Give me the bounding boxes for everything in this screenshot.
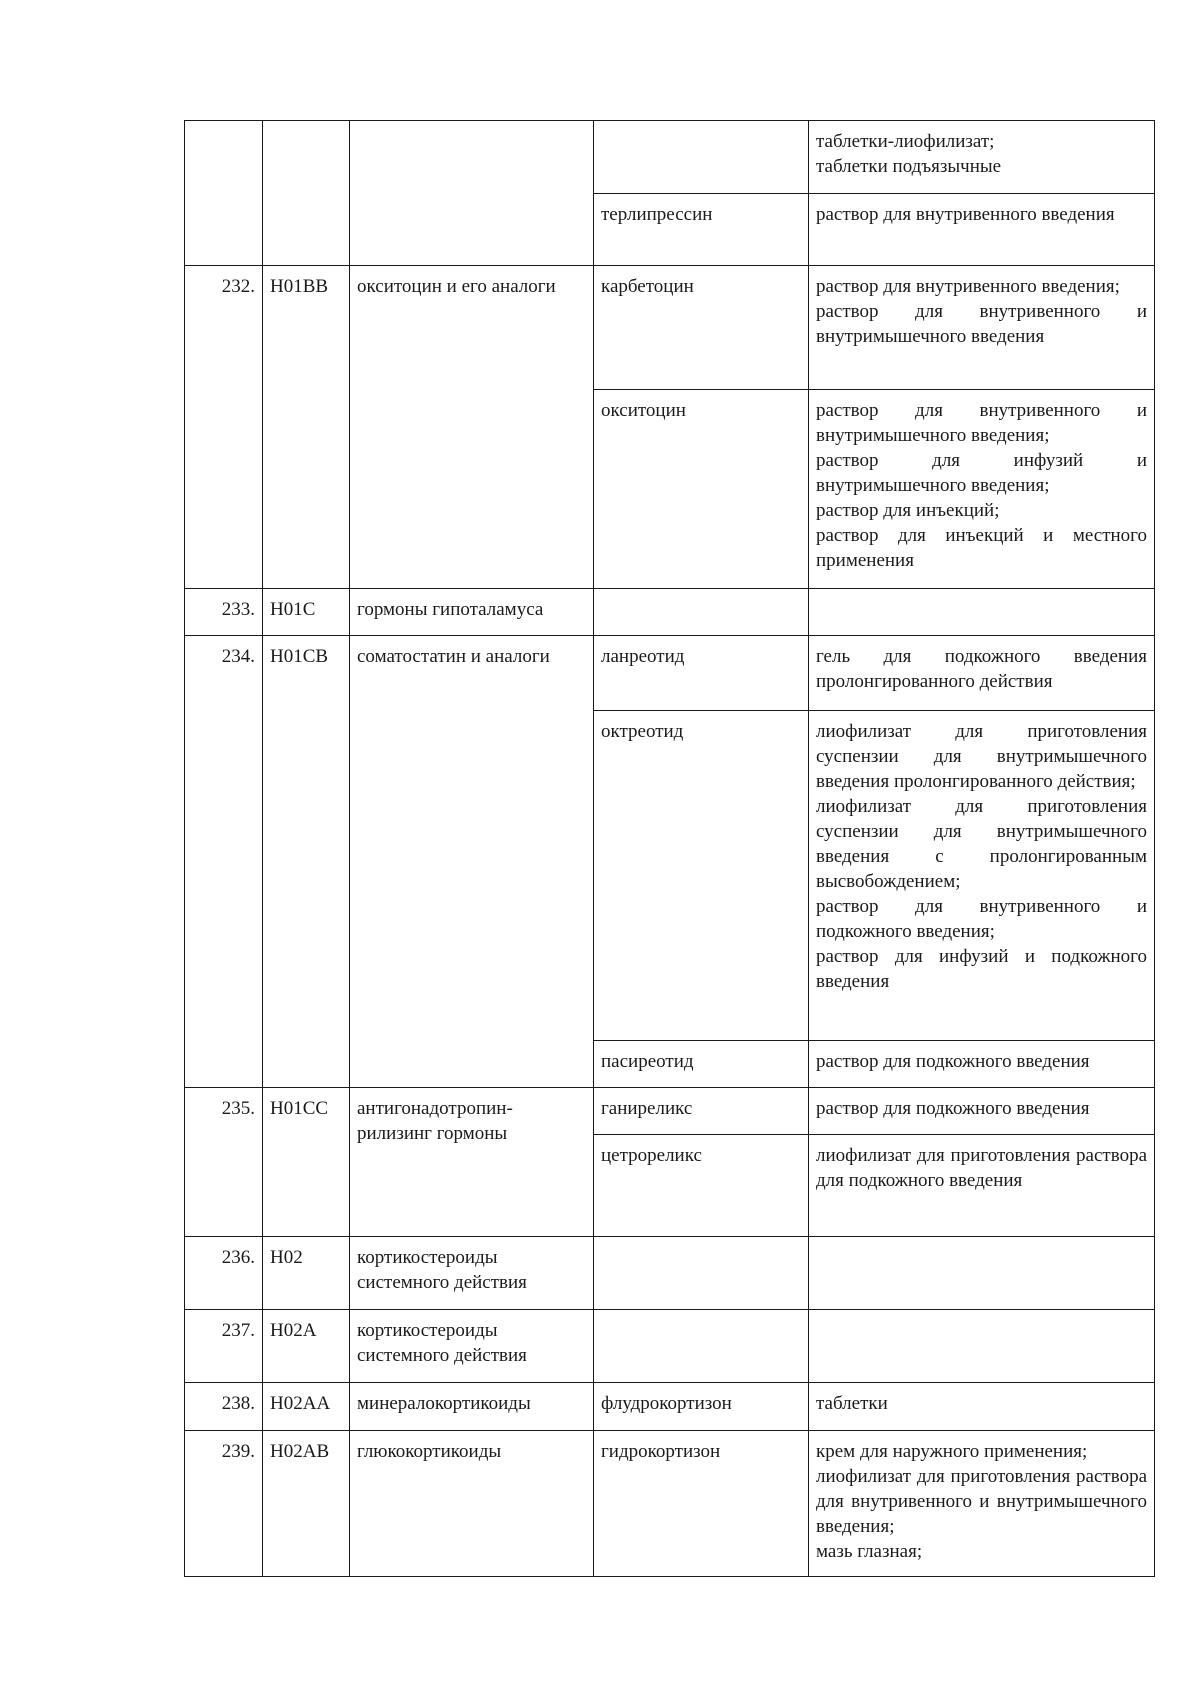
dosage-forms-cell bbox=[809, 1135, 1155, 1237]
atc-code-cell: H02 bbox=[263, 1237, 350, 1310]
dosage-form-line: раствор для подкожного введения bbox=[816, 1051, 1090, 1072]
dosage-forms-cell bbox=[809, 1088, 1155, 1135]
row-number-cell: 232. bbox=[185, 266, 263, 589]
dosage-form-line: раствор для внутривенного и внутримышечного введения; bbox=[816, 400, 1147, 446]
drug-name-cell: флудрокортизон bbox=[594, 1383, 809, 1431]
anatomical-group-cell bbox=[350, 121, 594, 266]
anatomical-group-cell: окситоцин и его аналоги bbox=[350, 266, 594, 589]
atc-code-cell: H01C bbox=[263, 589, 350, 636]
atc-code-cell bbox=[263, 121, 350, 266]
table-row bbox=[185, 121, 1155, 194]
dosage-forms-cell bbox=[809, 1041, 1155, 1088]
dosage-forms-cell bbox=[809, 390, 1155, 589]
drug-name-cell bbox=[594, 121, 809, 194]
dosage-form-line: раствор для подкожного введения bbox=[816, 1098, 1090, 1119]
drug-name-cell: ганиреликс bbox=[594, 1088, 809, 1135]
row-number-cell: 235. bbox=[185, 1088, 263, 1237]
dosage-form-line: таблетки подъязычные bbox=[816, 156, 1002, 177]
dosage-forms-cell bbox=[809, 266, 1155, 390]
atc-code-cell: H02AA bbox=[263, 1383, 350, 1431]
dosage-form-line: раствор для внутривенного и подкожного введения; bbox=[816, 896, 1147, 942]
drug-name-cell: октреотид bbox=[594, 711, 809, 1041]
row-number-cell: 239. bbox=[185, 1431, 263, 1577]
row-number-cell: 237. bbox=[185, 1310, 263, 1383]
dosage-form-line: раствор для инъекций и местного применения bbox=[816, 525, 1147, 571]
drug-name-cell: цетрореликс bbox=[594, 1135, 809, 1237]
dosage-form-line: раствор для инъекций; bbox=[816, 500, 1000, 521]
dosage-form-line: раствор для инфузий и подкожного введения bbox=[816, 946, 1147, 992]
dosage-forms-cell bbox=[809, 1383, 1155, 1431]
dosage-forms-cell bbox=[809, 711, 1155, 1041]
dosage-form-line: раствор для внутривенного введения; bbox=[816, 276, 1120, 297]
dosage-forms-cell bbox=[809, 1431, 1155, 1577]
dosage-form-line: лиофилизат для приготовления раствора для подкожного введения bbox=[816, 1145, 1147, 1191]
drug-name-cell: терлипрессин bbox=[594, 194, 809, 266]
table-row bbox=[185, 1310, 1155, 1383]
table-row bbox=[185, 636, 1155, 711]
dosage-form-line: таблетки-лиофилизат; bbox=[816, 131, 995, 152]
row-number-cell: 233. bbox=[185, 589, 263, 636]
anatomical-group-cell: кортикостероиды системного действия bbox=[350, 1310, 594, 1383]
dosage-forms-cell bbox=[809, 194, 1155, 266]
atc-code-cell: H01BB bbox=[263, 266, 350, 589]
drug-name-cell bbox=[594, 1310, 809, 1383]
anatomical-group-cell: кортикостероиды системного действия bbox=[350, 1237, 594, 1310]
medicines-table bbox=[184, 120, 1155, 1577]
dosage-forms-cell bbox=[809, 1310, 1155, 1383]
dosage-forms-cell bbox=[809, 1237, 1155, 1310]
dosage-form-line: раствор для внутривенного введения bbox=[816, 204, 1115, 225]
table-row bbox=[185, 1431, 1155, 1577]
row-number-cell: 238. bbox=[185, 1383, 263, 1431]
dosage-form-line: таблетки bbox=[816, 1393, 888, 1414]
drug-name-cell: пасиреотид bbox=[594, 1041, 809, 1088]
table-row bbox=[185, 1088, 1155, 1135]
dosage-form-line: раствор для внутривенного и внутримышечного введения bbox=[816, 301, 1147, 347]
dosage-form-line: крем для наружного применения; bbox=[816, 1441, 1088, 1462]
table-row bbox=[185, 1383, 1155, 1431]
table-row bbox=[185, 1237, 1155, 1310]
drug-name-cell: гидрокортизон bbox=[594, 1431, 809, 1577]
row-number-cell: 234. bbox=[185, 636, 263, 1088]
atc-code-cell: H02AB bbox=[263, 1431, 350, 1577]
dosage-form-line: лиофилизат для приготовления раствора для внутривенного и внутримышечного введения; bbox=[816, 1466, 1147, 1537]
row-number-cell: 236. bbox=[185, 1237, 263, 1310]
anatomical-group-cell: соматостатин и аналоги bbox=[350, 636, 594, 1088]
anatomical-group-cell: антигонадотропин-рилизинг гормоны bbox=[350, 1088, 594, 1237]
dosage-form-line: гель для подкожного введения пролонгированного действия bbox=[816, 646, 1147, 692]
dosage-forms-cell bbox=[809, 121, 1155, 194]
dosage-form-line: лиофилизат для приготовления суспензии для внутримышечного введения с пролонгированным высвобождением; bbox=[816, 796, 1147, 892]
table-row bbox=[185, 266, 1155, 390]
dosage-form-line: мазь глазная; bbox=[816, 1541, 923, 1562]
dosage-form-line: раствор для инфузий и внутримышечного введения; bbox=[816, 450, 1147, 496]
anatomical-group-cell: гормоны гипоталамуса bbox=[350, 589, 594, 636]
table-row bbox=[185, 589, 1155, 636]
anatomical-group-cell: глюкокортикоиды bbox=[350, 1431, 594, 1577]
drug-name-cell: ланреотид bbox=[594, 636, 809, 711]
drug-name-cell bbox=[594, 1237, 809, 1310]
dosage-forms-cell bbox=[809, 636, 1155, 711]
drug-name-cell: карбетоцин bbox=[594, 266, 809, 390]
drug-name-cell: окситоцин bbox=[594, 390, 809, 589]
atc-code-cell: H01CC bbox=[263, 1088, 350, 1237]
drug-name-cell bbox=[594, 589, 809, 636]
row-number-cell bbox=[185, 121, 263, 266]
dosage-form-line: лиофилизат для приготовления суспензии для внутримышечного введения пролонгированного действия; bbox=[816, 721, 1147, 792]
anatomical-group-cell: минералокортикоиды bbox=[350, 1383, 594, 1431]
atc-code-cell: H01CB bbox=[263, 636, 350, 1088]
dosage-forms-cell bbox=[809, 589, 1155, 636]
atc-code-cell: H02A bbox=[263, 1310, 350, 1383]
